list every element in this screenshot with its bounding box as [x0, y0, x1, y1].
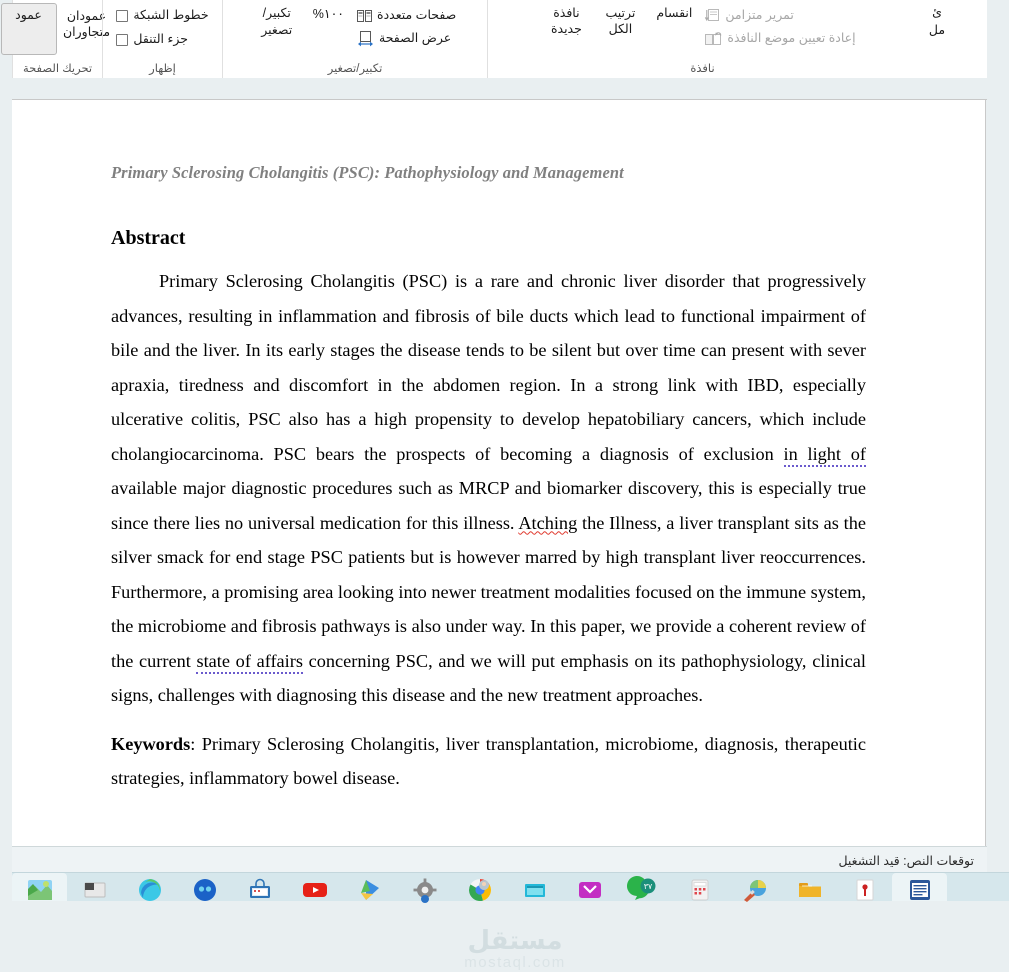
taskbar-item-calculator[interactable]	[672, 873, 727, 901]
zoom-button[interactable]	[254, 3, 300, 38]
watermark-latin-text: mostaql.com	[464, 954, 566, 971]
checkbox-gridlines-box[interactable]	[116, 10, 128, 22]
reset-window-position-icon	[705, 32, 722, 46]
taskbar-item-folder[interactable]	[782, 873, 837, 901]
teams-icon	[522, 877, 548, 903]
folder-icon	[797, 877, 823, 903]
paint-icon	[742, 877, 768, 903]
checkbox-navigation-pane-box[interactable]	[116, 34, 128, 46]
skype-icon	[192, 877, 218, 903]
vertical-scrollbar-column[interactable]	[987, 0, 1009, 901]
reset-window-position-label: إعادة تعيين موضع النافذة	[727, 31, 856, 45]
ribbon-group-show-label: إظهار	[149, 63, 176, 75]
new-window-label-line1: نافذة	[553, 6, 580, 20]
document-content	[111, 100, 866, 796]
abstract-paragraph	[111, 264, 866, 713]
page-movement-column-label: عمود	[15, 8, 42, 22]
page-movement-side-to-side-label-line1: عمودان	[66, 9, 107, 23]
page-width-button[interactable]	[357, 28, 456, 49]
ribbon-group-window-label: نافذة	[690, 63, 715, 75]
svg-text:٣٧: ٣٧	[643, 882, 652, 891]
ribbon-group-zoom	[222, 0, 487, 78]
zoom-percent-button[interactable]: ١٠٠%	[312, 7, 345, 21]
page-width-label: عرض الصفحة	[379, 31, 452, 45]
calculator-icon	[687, 877, 713, 903]
taskbar-item-whatsapp[interactable]	[617, 873, 672, 901]
ribbon-group-show	[102, 0, 222, 78]
checkbox-gridlines-label: خطوط الشبكة	[133, 8, 209, 22]
adobe-reader-icon	[852, 877, 878, 903]
google-drive-icon	[357, 877, 383, 903]
yahoo-mail-icon	[577, 877, 603, 903]
page-movement-column-button[interactable]	[1, 3, 57, 55]
ribbon-view-tab	[12, 0, 987, 79]
page-width-icon	[357, 31, 374, 47]
status-text-predictions[interactable]: توقعات النص: قيد التشغيل	[838, 853, 974, 868]
taskbar-item-adobe-reader[interactable]	[837, 873, 892, 901]
taskbar-item-paint[interactable]	[727, 873, 782, 901]
grammar-suggestion-text[interactable]: in light of	[784, 444, 867, 467]
ruler-band	[12, 78, 987, 100]
ribbon-group-switch-windows	[917, 0, 957, 78]
abstract-text-run: concerning PSC, and we will put emphasis on its pathophysiology, clinical signs, challenges with diagnosing this disease and the new treatment approaches.	[111, 650, 866, 705]
microsoft-edge-icon	[137, 877, 163, 903]
taskbar-item-maps[interactable]	[12, 873, 67, 901]
arrange-all-button[interactable]	[597, 3, 643, 37]
taskbar-item-youtube[interactable]	[287, 873, 342, 901]
taskbar-item-google-chrome[interactable]	[452, 873, 507, 901]
microsoft-word-icon	[907, 877, 933, 903]
keywords-label: Keywords	[111, 733, 191, 754]
taskbar-item-microsoft-edge[interactable]	[122, 873, 177, 901]
taskbar-item-microsoft-store[interactable]	[232, 873, 287, 901]
taskbar-item-settings[interactable]	[397, 873, 452, 901]
maps-icon	[27, 877, 53, 903]
new-window-button[interactable]	[543, 3, 589, 37]
ribbon-group-page-movement	[12, 0, 111, 78]
split-label: انقسام	[656, 6, 693, 20]
taskbar-item-google-drive[interactable]	[342, 873, 397, 901]
youtube-icon	[302, 877, 328, 903]
document-title: Primary Sclerosing Cholangitis (PSC): Pathophysiology and Management	[111, 163, 624, 182]
ribbon-group-window	[487, 0, 917, 78]
abstract-text-run: available major diagnostic procedures such as MRCP and biomarker discovery, this is especially true since there lies no universal medication for this illness.	[111, 478, 866, 533]
file-explorer-icon	[82, 877, 108, 903]
taskbar-item-file-explorer[interactable]	[67, 873, 122, 901]
page-movement-side-to-side-label-line2: متجاوران	[62, 25, 111, 39]
checkbox-navigation-pane-label: جزء التنقل	[133, 32, 188, 46]
synchronous-scrolling-label: تمرير متزامن	[725, 8, 794, 22]
ribbon-group-page-movement-label: تحريك الصفحة	[22, 63, 93, 75]
reset-window-position-button[interactable]	[705, 28, 855, 49]
arrange-all-label-line2: الكل	[608, 22, 633, 36]
switch-windows-label-line2[interactable]: مل	[928, 23, 946, 37]
spelling-error-text[interactable]: Atching	[518, 512, 578, 533]
watermark-arabic-text: مستقل	[467, 926, 563, 956]
taskbar-item-yahoo-mail[interactable]	[562, 873, 617, 901]
multiple-pages-icon	[357, 10, 372, 22]
word-application-window	[12, 0, 1009, 971]
zoom-button-label-line2: تصغير	[261, 23, 293, 37]
split-button[interactable]	[651, 3, 697, 21]
abstract-text-run: Primary Sclerosing Cholangitis (PSC) is a rare and chronic liver disorder that progressively advances, resulting in inflammation and fibrosis of bile ducts which lead to functional impairment of bile and the liver. In its early stages the disease tends to be silent but over time can present with sever apraxia, tiredness and discomfort in the abdomen region. In a strong link with IBD, especially ulcerative colitis, PSC also has a high propensity to develop hepatobiliary cancers, which include cholangiocarcinoma. PSC bears the prospects of becoming a diagnosis of exclusion	[111, 271, 866, 464]
synchronous-scrolling-button[interactable]	[705, 5, 855, 26]
taskbar-item-skype[interactable]	[177, 873, 232, 901]
keywords-text: : Primary Sclerosing Cholangitis, liver transplantation, microbiome, diagnosis, therapeutic strategies, inflammatory bowel disease.	[111, 733, 866, 788]
multiple-pages-button[interactable]	[357, 5, 456, 26]
settings-gear-icon	[412, 877, 438, 903]
checkbox-gridlines[interactable]	[116, 5, 208, 26]
taskbar-item-microsoft-word[interactable]	[892, 873, 947, 901]
keywords-paragraph	[111, 727, 866, 796]
grammar-suggestion-text[interactable]: state of affairs	[196, 651, 302, 674]
new-window-label-line2: جديدة	[550, 22, 582, 36]
switch-windows-label-line1[interactable]: ئ	[932, 5, 942, 19]
checkbox-navigation-pane[interactable]	[116, 29, 208, 50]
taskbar-item-teams[interactable]	[507, 873, 562, 901]
abstract-heading: Abstract	[111, 227, 186, 249]
ribbon-group-zoom-label: تكبير/تصغير	[327, 63, 383, 75]
arrange-all-label-line1: ترتيب	[605, 6, 636, 20]
zoom-button-label-line1: تكبير/	[262, 6, 291, 20]
mostaql-watermark	[430, 928, 600, 972]
status-bar	[12, 846, 987, 873]
google-chrome-icon	[467, 877, 493, 903]
whatsapp-icon	[632, 877, 658, 903]
microsoft-store-icon	[247, 877, 273, 903]
multiple-pages-label: صفحات متعددة	[377, 8, 457, 22]
abstract-text-run: the Illness, a liver transplant sits as the silver smack for end stage PSC patients but is however marred by high transplant liver reoccurrences. Furthermore, a promising area looking into newer treatment modalities focused on the immune system, the microbiome and fibrosis pathways is also under way. In this paper, we provide a coherent review of the current	[111, 512, 867, 671]
windows-taskbar	[12, 872, 1009, 901]
synchronous-scrolling-icon	[705, 9, 720, 22]
